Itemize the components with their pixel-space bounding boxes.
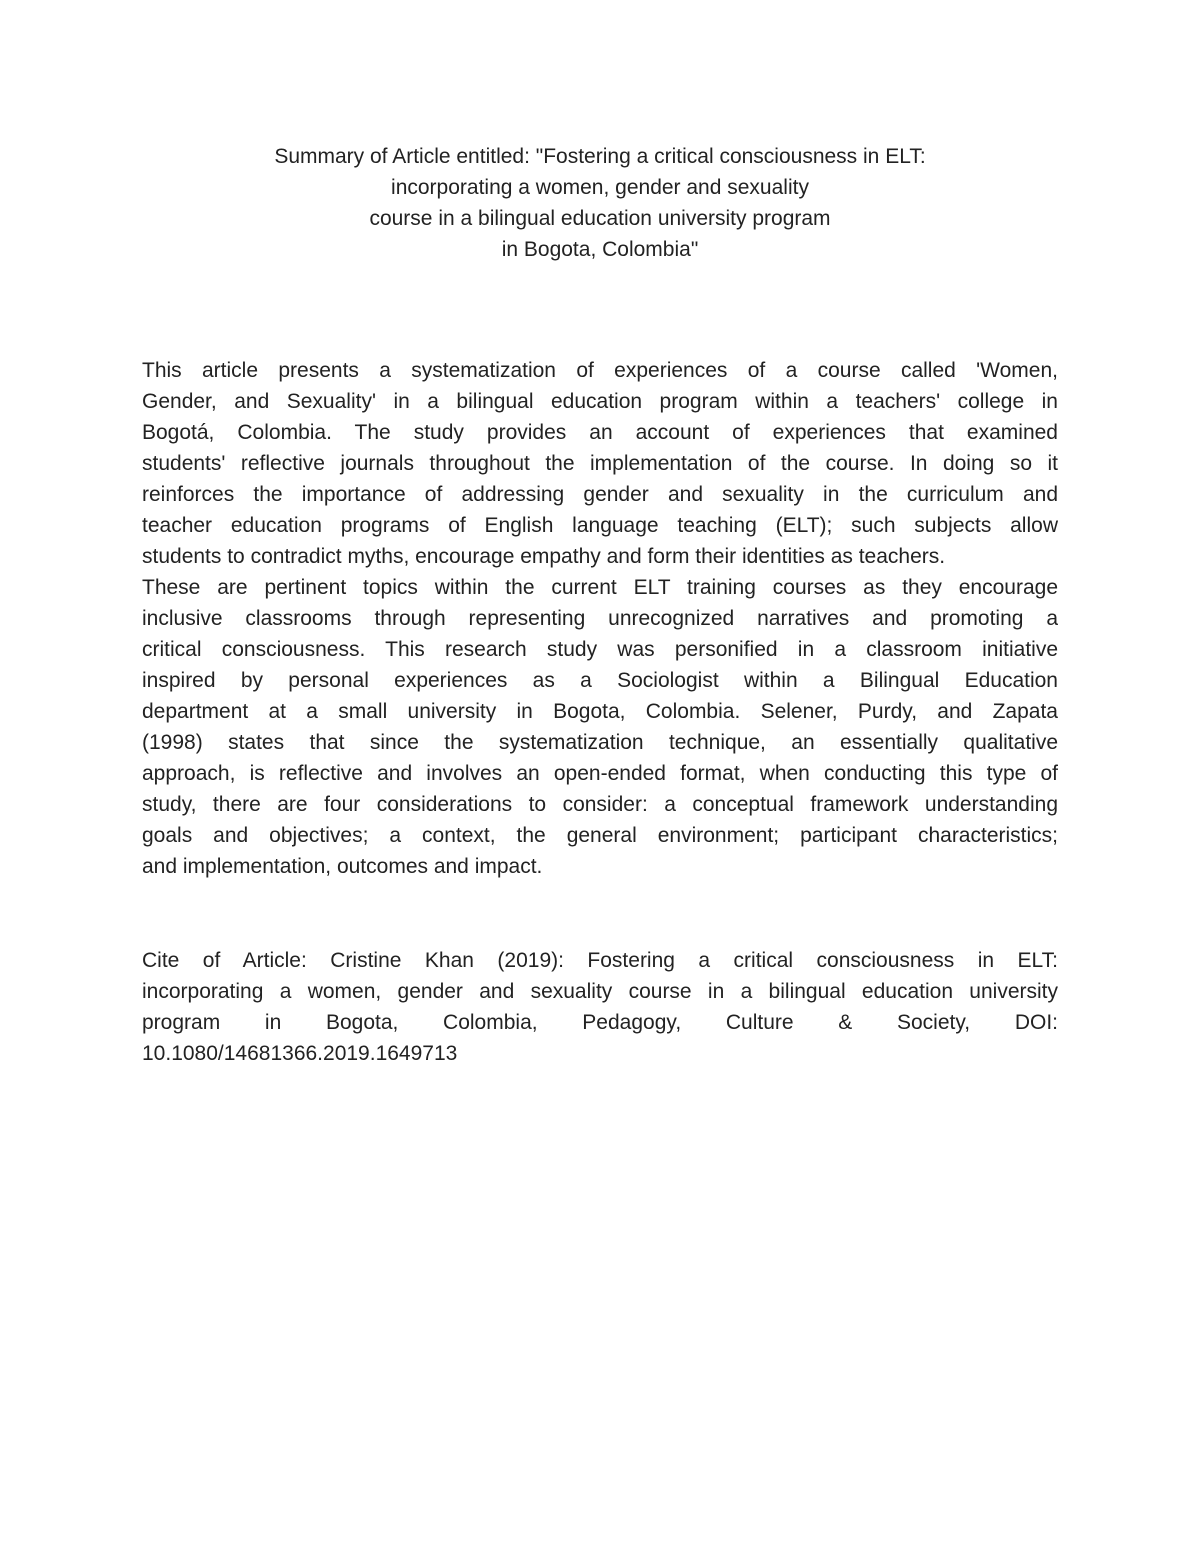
body-line: goals and objectives; a context, the general environment; participant characteristics; (142, 824, 1058, 847)
summary-paragraph-1 (142, 355, 1058, 572)
body-line: students' reflective journals throughout the implementation of the course. In doing so it (142, 452, 1058, 475)
title-line: incorporating a women, gender and sexuality (391, 176, 809, 199)
citation (142, 945, 1058, 1069)
body-line: critical consciousness. This research study was personified in a classroom initiative (142, 638, 1058, 661)
body-line: and implementation, outcomes and impact. (142, 855, 543, 878)
citation-doi: 10.1080/14681366.2019.1649713 (142, 1042, 458, 1065)
body-line: inclusive classrooms through representing unrecognized narratives and promoting a (142, 607, 1058, 630)
body-line: Bogotá, Colombia. The study provides an account of experiences that examined (142, 421, 1058, 444)
body-line: department at a small university in Bogota, Colombia. Selener, Purdy, and Zapata (142, 700, 1058, 723)
body-line: (1998) states that since the systematization technique, an essentially qualitative (142, 731, 1058, 754)
summary-body (142, 355, 1058, 882)
citation-line: incorporating a women, gender and sexuality course in a bilingual education university (142, 980, 1058, 1003)
body-line: approach, is reflective and involves an open-ended format, when conducting this type of (142, 762, 1058, 785)
body-line: This article presents a systematization of experiences of a course called 'Women, (142, 359, 1058, 382)
body-line: inspired by personal experiences as a Sociologist within a Bilingual Education (142, 669, 1058, 692)
title-line: Summary of Article entitled: "Fostering a critical consciousness in ELT: (274, 145, 926, 168)
article-title (142, 141, 1058, 265)
body-line: Gender, and Sexuality' in a bilingual education program within a teachers' college in (142, 390, 1058, 413)
title-line: course in a bilingual education university program (369, 207, 831, 230)
body-line: study, there are four considerations to consider: a conceptual framework understanding (142, 793, 1058, 816)
title-line: in Bogota, Colombia" (501, 238, 699, 261)
citation-line: program in Bogota, Colombia, Pedagogy, Culture & Society, DOI: (142, 1011, 1058, 1034)
body-line: reinforces the importance of addressing gender and sexuality in the curriculum and (142, 483, 1058, 506)
body-line: students to contradict myths, encourage empathy and form their identities as teachers. (142, 545, 946, 568)
body-line: These are pertinent topics within the current ELT training courses as they encourage (142, 576, 1058, 599)
citation-line: Cite of Article: Cristine Khan (2019): Fostering a critical consciousness in ELT: (142, 949, 1058, 972)
summary-paragraph-2 (142, 572, 1058, 882)
body-line: teacher education programs of English language teaching (ELT); such subjects allow (142, 514, 1058, 537)
